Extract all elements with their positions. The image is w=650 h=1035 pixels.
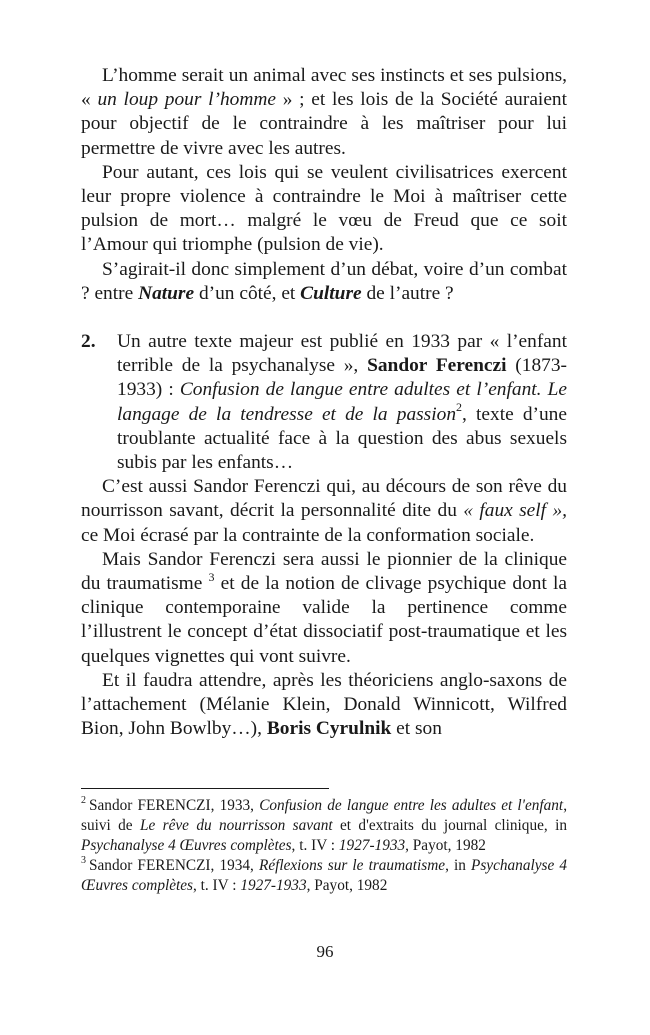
text-run: et son: [391, 718, 442, 740]
footnote-marker: 3: [81, 854, 86, 866]
text-run: C’est aussi Sandor Ferenczi qui, au décours de son rêve du nourrisson savant, décrit la personnalité dite du: [81, 476, 567, 522]
book-title: Le rêve du nourrisson savant: [139, 817, 333, 834]
spacer: [81, 306, 567, 330]
author-name: Sandor Ferenczi: [367, 355, 507, 377]
book-title: Confusion de langue entre les adultes et l'enfant: [259, 797, 564, 814]
footnote-ref: 2: [456, 400, 463, 415]
text-run: S’agirait-il donc simplement d’un débat, voire d’un combat ? entre: [81, 258, 567, 304]
text-run: Et il faudra attendre, après les théoriciens anglo-saxons de l’attachement (Mélanie Klein, Donald Winnicott, Wilfred Bion, John Bowlby…),: [81, 669, 567, 740]
paragraph-2: Pour autant, ces lois qui se veulent civilisatrices exercent leur propre violence à contraindre le Moi à maîtriser cette pulsion de mort… malgré le vœu de Freud que ce soit l’Amour qui triomphe (pulsion de vie).: [81, 161, 567, 256]
page-number: 96: [316, 942, 334, 961]
footnote-2: [81, 796, 567, 856]
paragraph-6: [81, 669, 567, 742]
text-run: , Payot, 1982: [306, 877, 388, 894]
text-run: ce Moi écrasé par la contrainte de la conformation sociale.: [81, 524, 535, 546]
body-text: [81, 64, 567, 741]
text-run: » ; et les lois de la Société auraient pour objectif de le contraindre à les maîtriser pour lui permettre de vivre avec les autres.: [81, 89, 568, 159]
text-run: (1873-1933) :: [117, 355, 567, 401]
text-run: , in: [445, 857, 471, 874]
footnote-marker: 2: [81, 794, 86, 806]
footnote-ref: 3: [208, 569, 215, 584]
date-range: 1927-1933: [240, 877, 307, 894]
text-run: de l’autre ?: [361, 282, 454, 304]
text-run: L’homme serait un animal avec ses instincts et ses pulsions, «: [81, 65, 567, 111]
book-title: Psychanalyse 4 Œuvres complètes: [81, 857, 568, 894]
text-run: , t. IV :: [193, 877, 241, 894]
paragraph-3: [81, 258, 567, 306]
text-run: d’un côté, et: [194, 282, 301, 304]
author-name: Boris Cyrulnik: [266, 718, 392, 740]
text-run: Sandor FERENCZI, 1933,: [89, 797, 260, 814]
book-title: Confusion de langue entre adultes et l’enfant. Le langage de la tendresse et de la passion: [117, 379, 567, 425]
emphasis-culture: Culture: [300, 282, 362, 304]
footnote-separator: [81, 788, 329, 789]
text-run: , t. IV :: [291, 837, 339, 854]
item-number: 2.: [81, 331, 96, 353]
book-title: Psychanalyse 4 Œuvres complètes: [81, 837, 292, 854]
paragraph-5: [81, 548, 567, 669]
text-run: Un autre texte majeur est publié en 1933 par « l’enfant terrible de la psychanalyse »,: [117, 331, 567, 377]
emphasis-nature: Nature: [138, 282, 195, 304]
book-title: Réflexions sur le traumatisme: [258, 857, 446, 874]
text-run: , texte d’une troublante actualité face à la question des abus sexuels subis par les enfants…: [117, 403, 567, 474]
italic-quote: un loup pour l’homme: [97, 89, 276, 111]
paragraph-1: [81, 64, 567, 161]
footnote-3: [81, 856, 567, 896]
text-run: , Payot, 1982: [405, 837, 486, 854]
text-run: et d'extraits du journal clinique, in: [332, 817, 567, 834]
text-run: Mais Sandor Ferenczi sera aussi le pionnier de la clinique du traumatisme: [81, 548, 567, 595]
footnotes: [81, 796, 567, 896]
text-run: Sandor FERENCZI, 1934,: [89, 857, 259, 874]
italic-quote: « faux self »,: [463, 500, 567, 522]
numbered-item-2: [81, 330, 567, 475]
text-run: , suivi de: [81, 797, 568, 834]
text-run: et de la notion de clivage psychique dont la clinique contemporaine valide la pertinence comme l’illustrent le concept d’état dissociatif post-traumatique et les quelques vignettes qui vont suivre.: [81, 573, 567, 667]
date-range: 1927-1933: [338, 837, 406, 854]
paragraph-4: [81, 475, 567, 548]
